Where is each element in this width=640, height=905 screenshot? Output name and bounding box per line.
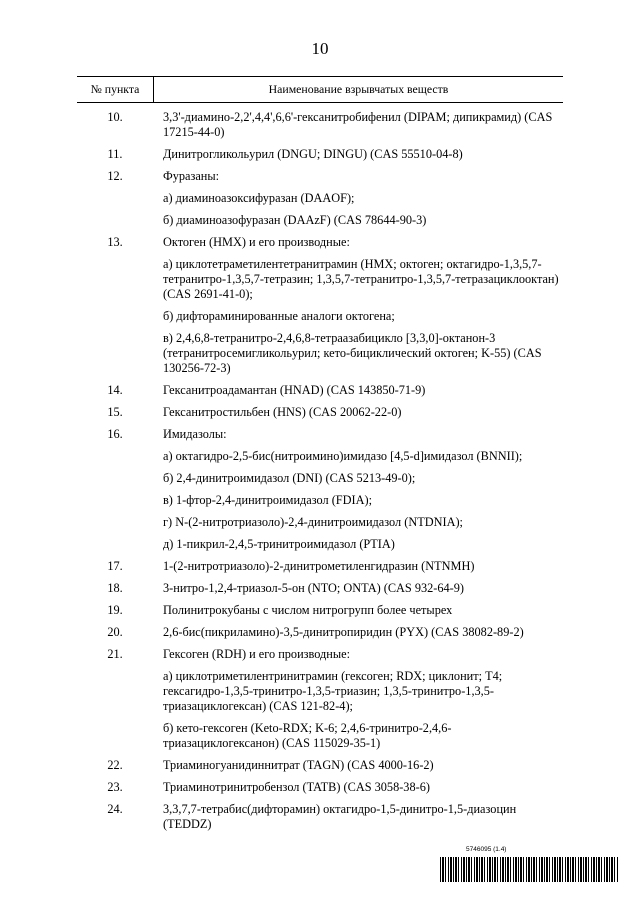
row-text: в) 2,4,6,8-тетранитро-2,4,6,8-тетраазабицикло [3,3,0]-октанон-3 (тетранитросемигликольурил; кето-бициклический октоген; K-55) (CAS 130256-72-3) [163,331,542,375]
table-row [77,647,563,662]
table-row [77,427,563,442]
row-number: 17. [107,559,123,573]
table-row [77,669,563,714]
table-row [77,559,563,574]
row-text: Гексанитроадамантан (HNAD) (CAS 143850-71-9) [163,383,426,397]
row-number [77,471,153,486]
row-number [77,449,153,464]
row-number [77,191,153,206]
table-row [77,625,563,640]
row-text: д) 1-пикрил-2,4,5-тринитроимидазол (PTIA) [163,537,395,551]
row-text: 3,3,7,7-тетрабис(дифторамин) октагидро-1,5-динитро-1,5-диазоцин (TEDDZ) [163,802,517,831]
row-number [77,493,153,508]
table-row [77,537,563,552]
row-number [77,213,153,228]
row-number [77,309,153,324]
row-number: 23. [107,780,123,794]
row-number [77,515,153,530]
row-text: б) диаминоазофуразан (DAAzF) (CAS 78644-90-3) [163,213,427,227]
table-row [77,780,563,795]
barcode-label: 5746095 (1.4) [466,846,507,853]
table-row [77,147,563,162]
row-text: б) кето-гексоген (Keto-RDX; K-6; 2,4,6-тринитро-2,4,6-триазациклогексанон) (CAS 115029-35-1) [163,721,452,750]
row-text: 3-нитро-1,2,4-триазол-5-он (NTO; ONTA) (CAS 932-64-9) [163,581,465,595]
row-text: Триаминогуанидиннитрат (TAGN) (CAS 4000-16-2) [163,758,434,772]
header-name-column: Наименование взрывчатых веществ [268,82,449,96]
table-row [77,383,563,398]
row-text: а) октагидро-2,5-бис(нитроимино)имидазо [4,5-d]имидазол (BNNII); [163,449,523,463]
row-number: 10. [107,110,123,124]
table-row [77,493,563,508]
table-row [77,169,563,184]
row-number: 24. [107,802,123,816]
row-text: а) циклотриметилентринитрамин (гексоген; RDX; циклонит; T4; гексагидро-1,3,5-тринитро-1,3,5-триазин; 1,3,5-тринитро-1,3,5-триазациклогексан) (CAS 121-82-4); [163,669,503,713]
row-number [77,669,153,714]
row-number: 20. [107,625,123,639]
row-text: 3,3'-диамино-2,2',4,4',6,6'-гексанитробифенил (DIPAM; дипикрамид) (CAS 17215-44-0) [163,110,553,139]
table-row [77,758,563,773]
table-row [77,802,563,832]
row-number [77,331,153,376]
table-row [77,449,563,464]
table-row [77,331,563,376]
row-text: 1-(2-нитротриазоло)-2-динитрометиленгидразин (NTNMH) [163,559,475,573]
row-number: 14. [107,383,123,397]
row-text: Фуразаны: [163,169,220,183]
row-number [77,721,153,751]
row-text: Гексоген (RDH) и его производные: [163,647,351,661]
table-row [77,257,563,302]
row-number: 15. [107,405,123,419]
row-text: б) дифтораминированные аналоги октогена; [163,309,395,323]
table-row [77,191,563,206]
row-text: г) N-(2-нитротриазоло)-2,4-динитроимидазол (NTDNIA); [163,515,463,529]
row-text: а) диаминоазоксифуразан (DAAOF); [163,191,355,205]
row-text: б) 2,4-динитроимидазол (DNI) (CAS 5213-49-0); [163,471,416,485]
row-text: Гексанитростильбен (HNS) (CAS 20062-22-0) [163,405,402,419]
table-header [77,76,563,103]
barcode-block [440,846,620,886]
row-number: 11. [107,147,123,161]
table-row [77,309,563,324]
table-row [77,471,563,486]
row-text: Триаминотринитробензол (TATB) (CAS 3058-38-6) [163,780,430,794]
row-number: 22. [107,758,123,772]
row-number: 18. [107,581,123,595]
table-row [77,235,563,250]
row-number: 19. [107,603,123,617]
table-row [77,405,563,420]
row-number: 12. [107,169,123,183]
table-row [77,603,563,618]
row-number [77,257,153,302]
header-number-column: № пункта [77,77,154,102]
page-number: 10 [311,39,329,58]
row-text: в) 1-фтор-2,4-динитроимидазол (FDIA); [163,493,373,507]
row-text: 2,6-бис(пикриламино)-3,5-динитропиридин (PYX) (CAS 38082-89-2) [163,625,524,639]
row-text: а) циклотетраметилентетранитрамин (HMX; октоген; октагидро-1,3,5,7-тетранитро-1,3,5,7-тетразин; 1,3,5,7-тетранитро-1,3,5,7-тетразациклооктан) (CAS 2691-41-0); [163,257,559,301]
row-text: Имидазолы: [163,427,227,441]
row-number: 21. [107,647,123,661]
row-number [77,537,153,552]
table-row [77,213,563,228]
table-row [77,721,563,751]
row-text: Октоген (HMX) и его производные: [163,235,350,249]
table-row [77,110,563,140]
barcode-image [440,857,618,882]
row-text: Динитрогликольурил (DNGU; DINGU) (CAS 55510-04-8) [163,147,463,161]
table-row [77,581,563,596]
row-text: Полинитрокубаны с числом нитрогрупп более четырех [163,603,453,617]
row-number: 13. [107,235,123,249]
table-body [77,110,563,839]
table-row [77,515,563,530]
row-number: 16. [107,427,123,441]
